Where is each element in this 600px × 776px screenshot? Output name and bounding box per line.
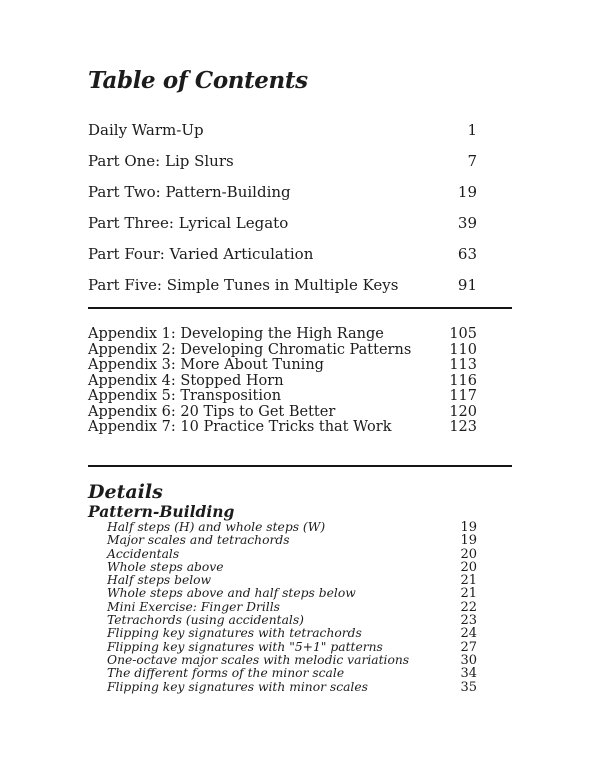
appendix-entry-page-number: 116 <box>449 372 477 389</box>
appendix-entry-label: Appendix 1: Developing the High Range <box>88 326 384 342</box>
details-entry-label: Half steps (H) and whole steps (W) <box>107 520 326 534</box>
details-entry-page-number: 21 <box>460 573 477 589</box>
details-entry <box>107 601 512 614</box>
toc-entry-label: Part Two: Pattern-Building <box>88 183 291 201</box>
toc-entry-page-number: 39 <box>457 214 477 232</box>
details-entry <box>107 627 512 640</box>
appendix-entry <box>88 358 512 374</box>
main-contents-list <box>88 115 512 301</box>
details-entry <box>107 561 512 574</box>
details-entry-page-number: 24 <box>460 626 477 642</box>
details-entry-label: One-octave major scales with melodic variations <box>107 652 410 667</box>
toc-entry-page-number: 7 <box>467 152 477 170</box>
appendix-entry-label: Appendix 5: Transposition <box>88 388 282 404</box>
details-entry-page-number: 22 <box>460 599 477 615</box>
toc-entry <box>88 270 512 301</box>
details-entry-label: Tetrachords (using accidentals) <box>107 613 304 628</box>
details-entry-page-number: 19 <box>460 533 477 549</box>
details-entry <box>107 534 512 547</box>
appendix-entry-label: Appendix 3: More About Tuning <box>88 357 324 373</box>
toc-entry-label: Daily Warm-Up <box>88 121 204 139</box>
toc-entry <box>88 239 512 270</box>
appendix-entry-page-number: 120 <box>449 403 477 420</box>
details-entry <box>107 548 512 561</box>
appendix-entry-page-number: 123 <box>449 419 477 435</box>
details-entry-page-number: 21 <box>460 586 477 602</box>
details-entry-page-number: 34 <box>460 666 477 682</box>
appendix-entry <box>88 420 512 436</box>
appendix-entry-label: Appendix 7: 10 Practice Tricks that Work <box>88 419 392 435</box>
details-entry-page-number: 30 <box>460 652 477 668</box>
appendix-entry-label: Appendix 2: Developing Chromatic Patterns <box>88 341 412 358</box>
appendix-entry <box>88 374 512 390</box>
details-entry-label: The different forms of the minor scale <box>107 666 345 681</box>
divider-rule-bottom <box>88 465 512 467</box>
details-entry <box>107 587 512 600</box>
page-content <box>88 0 512 694</box>
toc-entry-page-number: 1 <box>467 121 477 139</box>
appendix-entry <box>88 327 512 343</box>
details-entry <box>107 641 512 654</box>
toc-entry-page-number: 91 <box>457 276 477 294</box>
details-subheading: Pattern-Building <box>88 501 235 521</box>
toc-entry-page-number: 19 <box>457 183 477 201</box>
details-entry <box>107 574 512 587</box>
details-entry-label: Flipping key signatures with tetrachords <box>107 626 362 641</box>
toc-entry <box>88 146 512 177</box>
details-entry-label: Major scales and tetrachords <box>107 533 290 548</box>
details-entry-label: Whole steps above <box>107 559 224 574</box>
appendix-entry-label: Appendix 4: Stopped Horn <box>88 372 284 389</box>
details-entry-page-number: 35 <box>460 679 477 695</box>
appendix-entry-page-number: 113 <box>449 357 477 373</box>
details-entry <box>107 667 512 680</box>
appendix-entry <box>88 389 512 405</box>
details-entry-label: Mini Exercise: Finger Drills <box>107 599 280 614</box>
details-entry-label: Half steps below <box>107 573 212 588</box>
details-entry <box>107 654 512 667</box>
toc-entry <box>88 177 512 208</box>
toc-entry-label: Part Three: Lyrical Legato <box>88 214 289 232</box>
details-entry-label: Flipping key signatures with "5+1" patterns <box>107 639 383 654</box>
appendix-entry-page-number: 117 <box>449 388 477 404</box>
details-heading: Details <box>88 480 163 503</box>
appendix-entry-page-number: 105 <box>449 326 477 342</box>
toc-entry-label: Part One: Lip Slurs <box>88 152 234 170</box>
toc-entry-label: Part Four: Varied Articulation <box>88 245 314 263</box>
appendix-entry-page-number: 110 <box>449 341 477 358</box>
toc-entry-label: Part Five: Simple Tunes in Multiple Keys <box>88 276 399 294</box>
details-contents-list <box>107 521 512 694</box>
details-entry <box>107 681 512 694</box>
page-title: Table of Contents <box>88 67 308 94</box>
appendix-contents-list <box>88 327 512 436</box>
details-entry <box>107 614 512 627</box>
appendix-entry <box>88 405 512 421</box>
divider-rule-top <box>88 307 512 309</box>
details-entry-page-number: 23 <box>460 613 477 629</box>
details-entry-label: Whole steps above and half steps below <box>107 586 356 601</box>
toc-entry <box>88 115 512 146</box>
details-entry-label: Flipping key signatures with minor scales <box>107 679 368 694</box>
details-entry-page-number: 27 <box>460 639 477 655</box>
appendix-entry-label: Appendix 6: 20 Tips to Get Better <box>88 403 336 420</box>
details-entry-page-number: 20 <box>460 559 477 575</box>
details-entry-page-number: 19 <box>460 520 477 535</box>
appendix-entry <box>88 343 512 359</box>
details-entry-page-number: 20 <box>460 546 477 562</box>
toc-entry <box>88 208 512 239</box>
details-entry <box>107 521 512 534</box>
toc-entry-page-number: 63 <box>457 245 477 263</box>
details-entry-label: Accidentals <box>107 546 180 561</box>
